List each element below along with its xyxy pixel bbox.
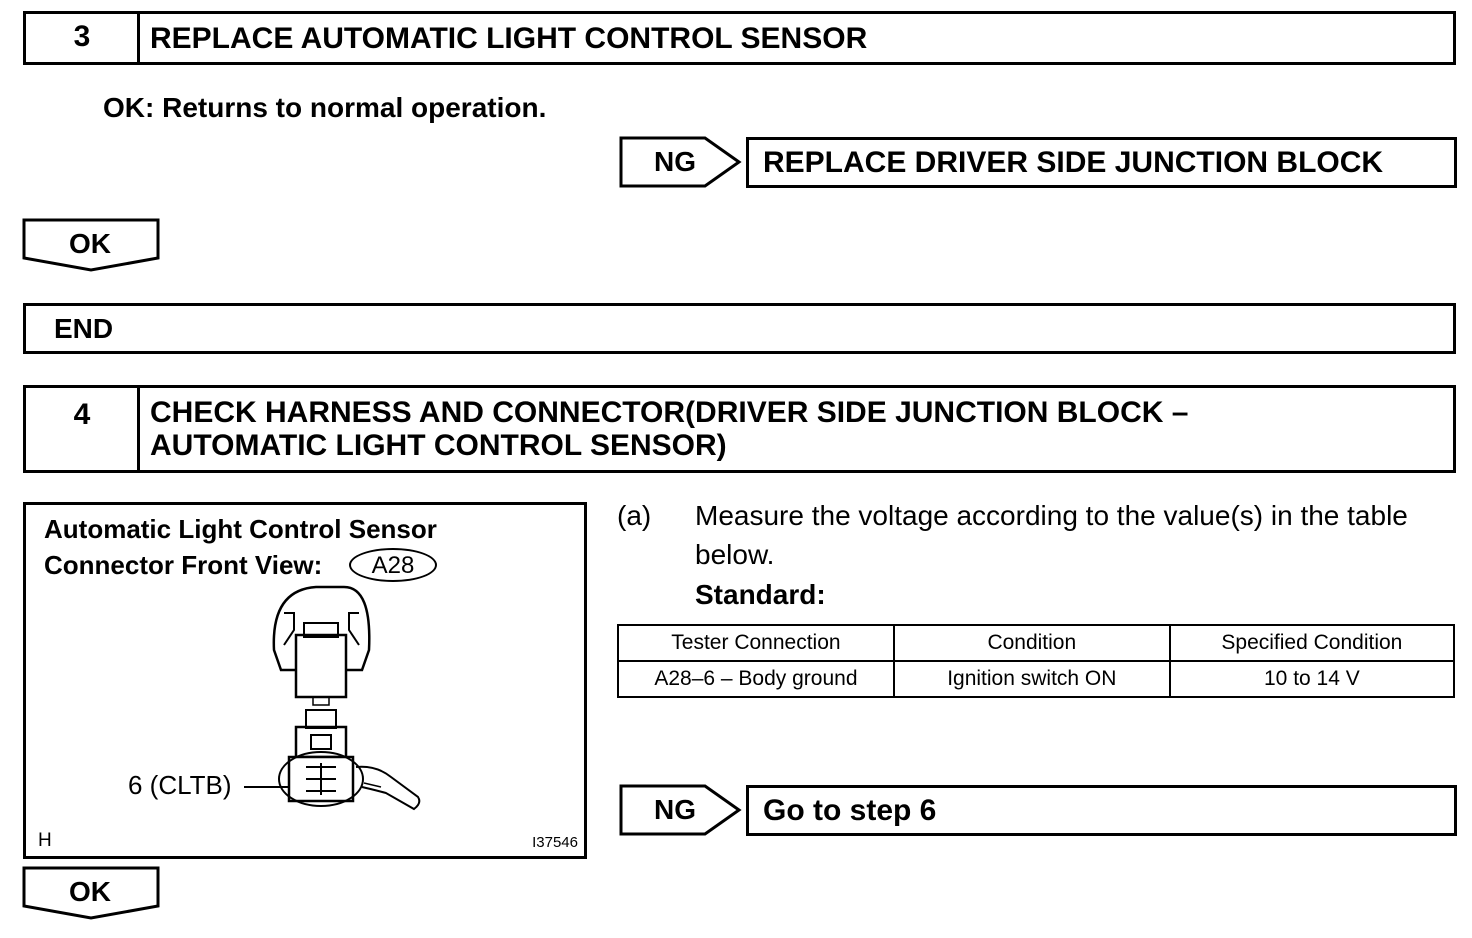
table-cell: A28–6 – Body ground [618,661,894,697]
step3-ok-text: OK: Returns to normal operation. [103,92,547,123]
step3-ng-result: REPLACE DRIVER SIDE JUNCTION BLOCK [746,137,1457,188]
step3-number: 3 [73,20,91,53]
standard-label: Standard: [695,579,826,610]
step3-divider [137,14,140,62]
diagram-title-line2: Connector Front View: [44,550,323,580]
instruction-line1: Measure the voltage according to the value(s) in the table [695,500,1408,531]
step3-ok-label: OK [69,228,111,259]
table-row [618,661,1454,697]
instruction-marker: (a) [617,500,652,531]
table-header-cell: Specified Condition [1170,625,1454,661]
step3-header [23,11,1456,65]
step4-divider [137,388,140,470]
pin-label: 6 (CLTB) [128,770,232,800]
diagram-code: I37546 [532,834,578,851]
connector-diagram [23,502,587,859]
step3-title: REPLACE AUTOMATIC LIGHT CONTROL SENSOR [150,22,868,55]
end-label: END [54,313,114,344]
diagram-corner-left: H [38,830,52,851]
step4-title-line2: AUTOMATIC LIGHT CONTROL SENSOR) [150,429,727,462]
step4-number: 4 [73,398,91,431]
table-header-cell: Condition [894,625,1170,661]
connector-id: A28 [371,552,415,579]
step4-ok-label: OK [69,876,111,907]
step4-ng-label: NG [654,794,696,825]
connector-drawing [26,505,584,856]
spec-table [617,624,1455,698]
step3-ng-label: NG [654,146,696,177]
table-header-cell: Tester Connection [618,625,894,661]
step4-ng-result: Go to step 6 [746,785,1457,836]
diagram-title-line1: Automatic Light Control Sensor [44,514,437,544]
table-header-row [618,625,1454,661]
table-cell: 10 to 14 V [1170,661,1454,697]
end-box [23,303,1456,354]
step4-title-line1: CHECK HARNESS AND CONNECTOR(DRIVER SIDE JUNCTION BLOCK – [150,396,1189,429]
table-cell: Ignition switch ON [894,661,1170,697]
instruction-line2: below. [695,539,775,570]
step4-header [23,385,1456,473]
